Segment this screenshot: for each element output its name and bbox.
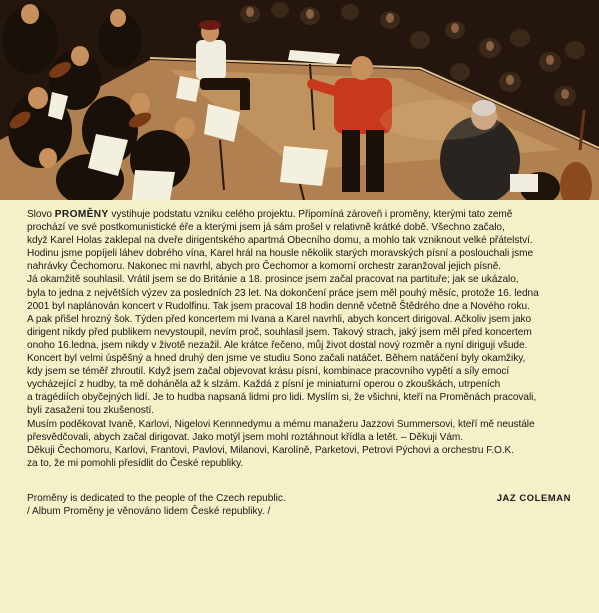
text-line: prochází ve své postkomunistické éře a kterými jsem já sám prošel v relativně krátké době. Všechno začalo, [27,222,505,234]
text-line: 2001 byl naplánován koncert v Rudolfinu. Tak jsem pracoval 18 hodin denně včetně Štědrého dne a Nového roku. [27,300,530,312]
dedication [27,492,575,518]
text-line: Koncert byl velmi úspěšný a hned druhý den jsme ve studiu Sono začali natáčet. Během natáčení byly okamžiky, [27,353,526,365]
orchestra-photo [0,0,599,200]
text-line: A pak přišel hrozný šok. Týden před koncertem mi Ivana a Karel navrhli, abych koncert dirigoval. Ačkoliv jsem jako [27,313,532,325]
text-line: nahrávky Čechomoru. Nakonec mi navrhl, abych pro Čechomor a komorní orchestr zaranžoval jejich písně. [27,261,502,273]
intro-prefix: Slovo [27,209,55,220]
text-line: byla to jedna z největších výzev za posledních 23 let. Na dokončení práce jsem měl pouhý měsíc, protože 16. ledna [27,287,539,299]
text-line: Já okamžitě souhlasil. Vrátil jsem se do Británie a 18. prosince jsem začal pracovat na partituře; jak se ukázalo, [27,274,519,286]
text-line: vycházející z hudby, ta mě doháněla až k slzám. Každá z písní je miniaturní operou o zkouškách, utrpeních [27,379,501,391]
liner-notes-text [27,208,575,470]
text-line: přesvědčovali, abych začal dirigovat. Jako motýl jsem mohl roztáhnout křídla a letět. – Děkuji Vám. [27,431,464,443]
text-line: byli zasaženi tou zkušeností. [27,405,155,417]
text-line: když Karel Holas zaklepal na dveře dirigentského apartmá Obecního domu, a mohlo tak vzniknout velké přátelství. [27,235,533,247]
orchestra-photo-icon [0,0,599,200]
dedication-czech: / Album Proměny je věnováno lidem České republiky. / [27,506,271,518]
intro-line [27,208,575,221]
text-line: Hodinu jsme popíjeli láhev dobrého vína, Karel hrál na housle několik starých moravských písní a poslouchali jsme [27,248,534,260]
text-line: kdy jsem se téměř zhroutil. Když jsem začal objevovat krásu písní, kombinace pracovního vypětí a síly emocí [27,366,510,378]
text-line: a tragédiích obyčejných lidí. Je to hudba napsaná lidmi pro lidi. Myslím si, že všichni, kteří na Proměnách pracovali, [27,392,537,404]
text-line: Děkuji Čechomoru, Karlovi, Frantovi, Pavlovi, Milanovi, Karolíně, Parketovi, Petrovi Pýchovi a orchestru F.O.K. [27,444,514,456]
text-line: Musím poděkovat Ivaně, Karlovi, Nigelovi Kennnedymu a mému manažeru Jazzovi Summersovi, kteří mě neustále [27,418,535,430]
title-word: PROMĚNY [54,209,109,220]
author-signature: JAZ COLEMAN [496,492,571,503]
text-line: onoho 16.ledna, jsem nikdy v životě nezažil. Ale krátce řečeno, můj život dostal nový rozměr a nyní diriguji všude. [27,339,528,351]
text-line: za to, že mi pomohli přesídlit do České republiky. [27,457,244,469]
dedication-english: Proměny is dedicated to the people of the Czech republic. [27,493,286,504]
intro-suffix: vystihuje podstatu vzniku celého projektu. Připomíná zároveň i proměny, kterými tato země [108,209,513,220]
text-line: dirigent nikdy před publikem nevystoupil, nevím proč, souhlasil jsem. Takový strach, jaký jsem měl před koncertem [27,326,532,338]
